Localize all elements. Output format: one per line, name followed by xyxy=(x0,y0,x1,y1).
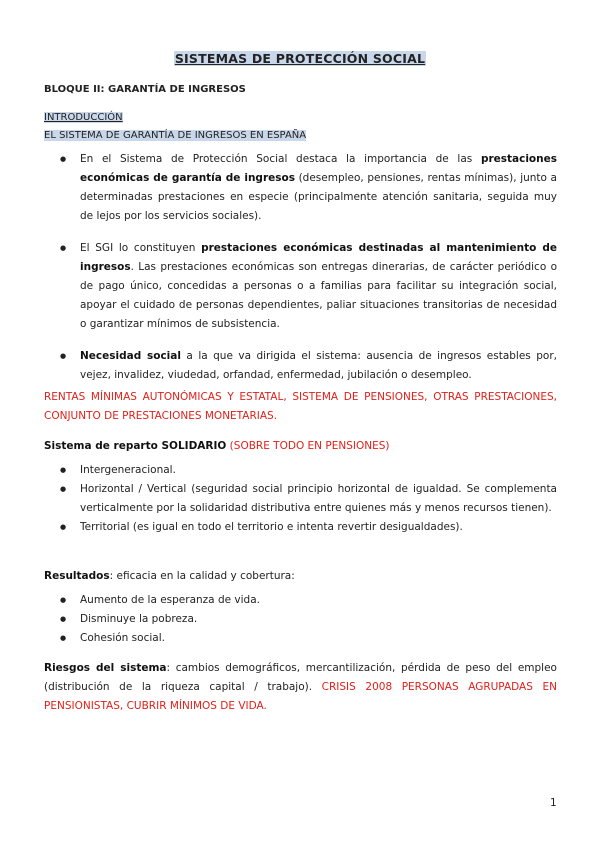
document-title xyxy=(0,51,600,66)
riesgos-paragraph: Riesgos del sistema: cambios demográficos, mercantilización, pérdida de peso del empleo (distribución de la riqueza capital / trabajo). CRISIS 2008 PERSONAS AGRUPADAS EN PENSIONISTAS, CUBRIR MÍNIMOS DE VIDA. xyxy=(44,662,557,712)
list-item: ● Aumento de la esperanza de vida. xyxy=(60,591,557,610)
list-item: ● Horizontal / Vertical (seguridad social principio horizontal de igualdad. Se complementa verticalmente por la solidaridad distributiva entre quienes más y menos recursos tienen). xyxy=(60,480,557,518)
list-item: ● Territorial (es igual en todo el territorio e intenta revertir desigualdades). xyxy=(60,518,557,537)
bloque-heading: BLOQUE II: GARANTÍA DE INGRESOS xyxy=(44,84,246,95)
list-item: ● Cohesión social. xyxy=(60,629,557,648)
list-item: ● El SGI lo constituyen prestaciones económicas destinadas al mantenimiento de ingresos. Las prestaciones económicas son entregas dinerarias, de carácter periódico o de pago único, concedidas a personas o a familias para facilitar su integración social, apoyar el cuidado de personas dependientes, paliar situaciones transitorias de necesidad o garantizar mínimos de subsistencia. xyxy=(60,239,557,334)
rentas-note: RENTAS MÍNIMAS AUTONÓMICAS Y ESTATAL, SISTEMA DE PENSIONES, OTRAS PRESTACIONES, CONJUNTO DE PRESTACIONES MONETARIAS. xyxy=(44,391,557,422)
bullet-list-sgi xyxy=(60,150,557,398)
intro-heading: INTRODUCCIÓN xyxy=(44,112,123,123)
list-item: ● Necesidad social a la que va dirigida el sistema: ausencia de ingresos estables por, vejez, invalidez, viudedad, orfandad, enfermedad, jubilación o desempleo. xyxy=(60,347,557,385)
page-number: 1 xyxy=(550,797,557,809)
list-item: ● Disminuye la pobreza. xyxy=(60,610,557,629)
resultados-heading: Resultados: eficacia en la calidad y cobertura: xyxy=(44,570,295,582)
bullet-list-resultados xyxy=(60,591,557,648)
list-item: ● Intergeneracional. xyxy=(60,461,557,480)
list-item: ● En el Sistema de Protección Social destaca la importancia de las prestaciones económicas de garantía de ingresos (desempleo, pensiones, rentas mínimas), junto a determinadas prestaciones en especie (principalmente atención sanitaria, seguida muy de lejos por los servicios sociales). xyxy=(60,150,557,226)
bullet-list-solidario xyxy=(60,461,557,537)
sgi-heading: EL SISTEMA DE GARANTÍA DE INGRESOS EN ESPAÑA xyxy=(44,130,307,141)
title-text: SISTEMAS DE PROTECCIÓN SOCIAL xyxy=(174,51,426,66)
sistema-heading: Sistema de reparto SOLIDARIO (SOBRE TODO EN PENSIONES) xyxy=(44,440,390,452)
